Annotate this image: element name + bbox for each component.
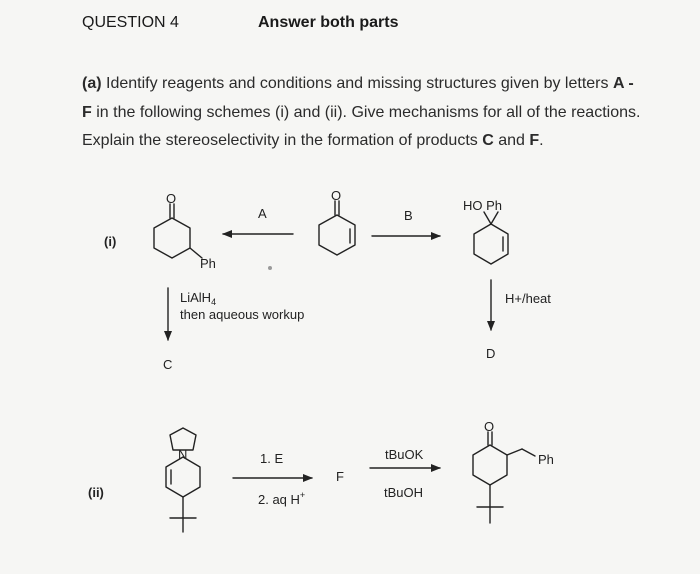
substituted-cyclohexanone-structure bbox=[154, 204, 202, 258]
oxygen-label-left: O bbox=[166, 191, 177, 206]
acid-heat-label: H+/heat bbox=[505, 291, 551, 306]
phenyl-label-i: Ph bbox=[200, 256, 216, 271]
question-middle: in the following schemes (i) and (ii). Give mechanisms for all of the reactions. Explain the stereoselectivity in the formation of products bbox=[82, 103, 641, 149]
step1-label: 1. E bbox=[260, 451, 284, 466]
lialh4-subscript: 4 bbox=[211, 297, 217, 307]
reagent-a-label: A bbox=[258, 206, 267, 221]
phenyl-label-ii: Ph bbox=[538, 452, 554, 467]
product-d-label: D bbox=[486, 346, 496, 361]
step2-main: 2. aq H bbox=[258, 492, 300, 507]
letters-range: A - F bbox=[82, 75, 634, 121]
cyclohexenone-structure bbox=[319, 201, 355, 255]
enamine-structure bbox=[166, 428, 200, 532]
scheme-ii-label: (ii) bbox=[88, 485, 104, 500]
question-instruction: Answer both parts bbox=[258, 14, 399, 31]
stray-dot bbox=[268, 266, 272, 270]
oxygen-label-ii: O bbox=[484, 419, 495, 434]
question-intro: Identify reagents and conditions and missing structures given by letters bbox=[101, 75, 613, 92]
product-f-ref: F bbox=[529, 132, 540, 149]
oxygen-label-centre: O bbox=[331, 188, 342, 203]
nitrogen-label: N bbox=[178, 447, 188, 462]
step2-label bbox=[258, 490, 305, 507]
part-label: (a) bbox=[82, 75, 102, 92]
reagent-b-label: B bbox=[404, 208, 413, 223]
and-word: and bbox=[493, 132, 530, 149]
product-c-ref: C bbox=[482, 132, 494, 149]
lialh4-main: LiAlH bbox=[180, 290, 212, 305]
question-title: QUESTION 4 bbox=[82, 14, 179, 31]
workup-label: then aqueous workup bbox=[180, 307, 305, 322]
base-label: tBuOK bbox=[385, 447, 424, 462]
scheme-i-label: (i) bbox=[104, 234, 117, 249]
allylic-alcohol-structure bbox=[474, 212, 508, 264]
question-end: . bbox=[539, 132, 544, 149]
step2-superscript: + bbox=[299, 490, 306, 500]
lialh4-reagent bbox=[180, 290, 216, 307]
ketone-product-structure bbox=[473, 432, 535, 523]
solvent-label: tBuOH bbox=[384, 485, 424, 500]
product-f-label: F bbox=[336, 469, 344, 484]
hydroxy-phenyl-label: HO Ph bbox=[463, 198, 503, 213]
product-c-label: C bbox=[163, 357, 173, 372]
